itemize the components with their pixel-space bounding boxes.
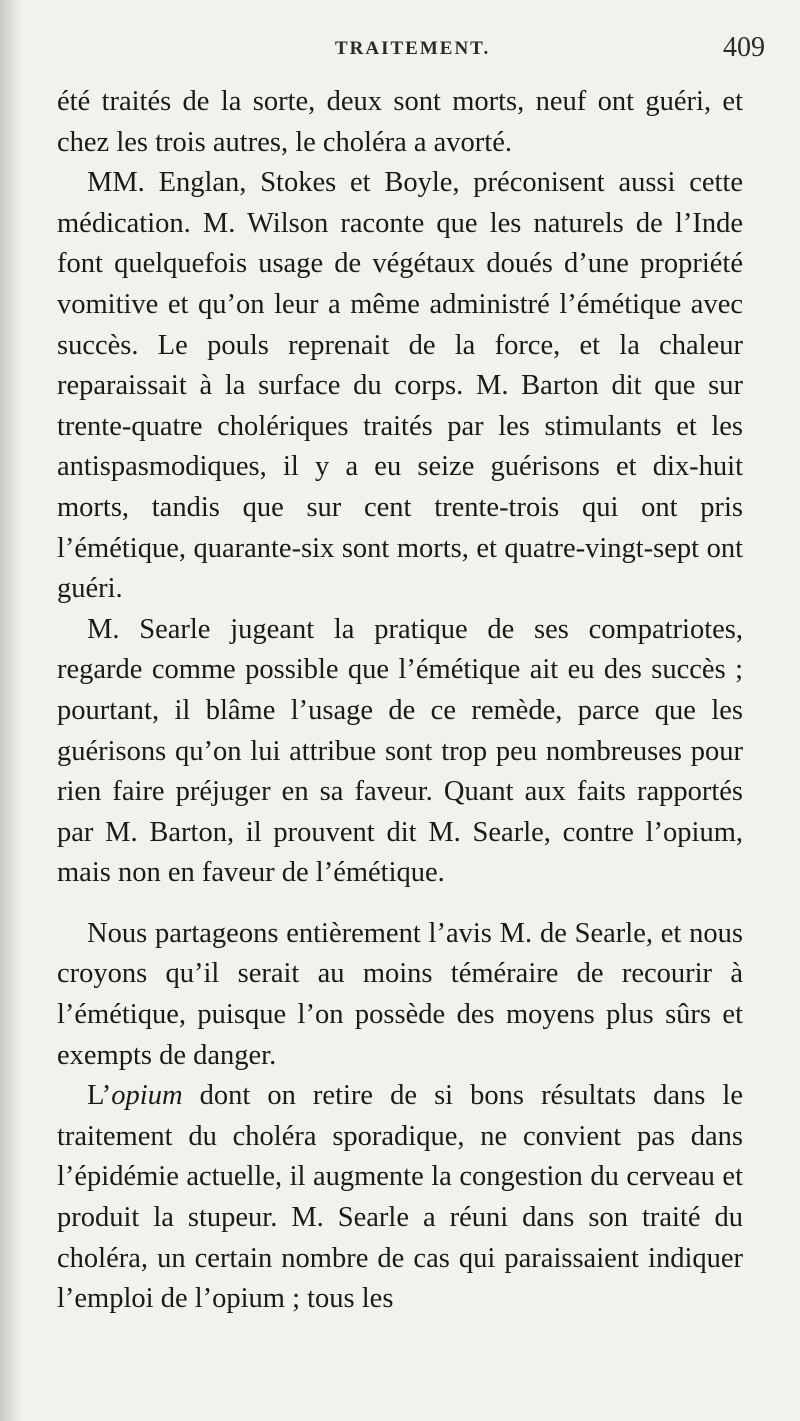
paragraph: Nous partageons entièrement l’avis M. de Searle, et nous croyons qu’il serait au moins téméraire de recourir à l’émétique, puisque l’on possède des moyens plus sûrs et exempts de danger. xyxy=(57,917,743,1071)
paragraph: MM. Englan, Stokes et Boyle, préconisent aussi cette médication. M. Wilson raconte que les naturels de l’Inde font quelquefois usage de végétaux doués d’une propriété vomitive et qu’on leur a même administré l’émétique avec succès. Le pouls reprenait de la force, et la chaleur reparaissait à la surface du corps. M. Barton dit que sur trente-quatre cholériques traités par les stimulants et les antispasmodiques, il y a eu seize guérisons et dix-huit morts, tandis que sur cent trente-trois qui ont pris l’émétique, quarante-six sont morts, et quatre-vingt-sept ont guéri. xyxy=(57,167,743,605)
paragraph-prefix: L’ xyxy=(87,1080,112,1112)
running-title: TRAITEMENT. xyxy=(335,38,491,59)
body-text xyxy=(57,82,743,1320)
paragraph-text: dont on retire de si bons résultats dans le traitement du choléra sporadique, ne convient pas dans l’épidémie actuelle, il augmente la congestion du cerveau et produit la stupeur. M. Searle a réuni dans son traité du choléra, un certain nombre de cas qui paraissaient indiquer l’emploi de l’opium ; tous les xyxy=(57,1080,743,1315)
page-number: 409 xyxy=(723,32,765,63)
page-gutter-shadow xyxy=(0,0,22,1421)
paragraph-continuation: été traités de la sorte, deux sont morts, neuf ont guéri, et chez les trois autres, le choléra a avorté. xyxy=(57,86,743,158)
paragraph: M. Searle jugeant la pratique de ses compatriotes, regarde comme possible que l’émétique ait eu des succès ; pourtant, il blâme l’usage de ce remède, parce que les guérisons qu’on lui attribue sont trop peu nombreuses pour rien faire préjuger en sa faveur. Quant aux faits rapportés par M. Barton, il prouvent dit M. Searle, contre l’opium, mais non en faveur de l’émétique. xyxy=(57,613,743,889)
italic-term: opium xyxy=(111,1080,183,1112)
paragraph xyxy=(57,1076,743,1320)
